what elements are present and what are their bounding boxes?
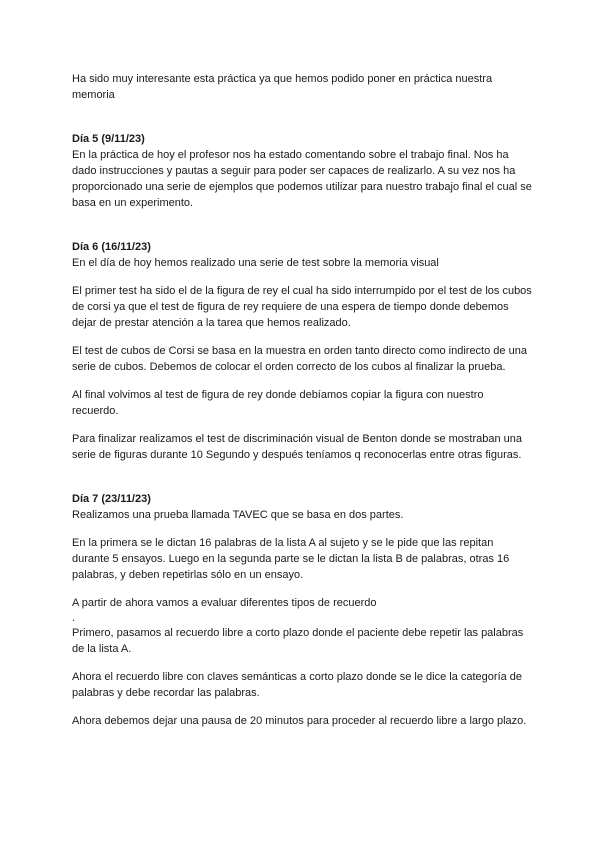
day6-paragraph-3: El test de cubos de Corsi se basa en la muestra en orden tanto directo como indirecto de una serie de cubos. Debemos de colocar el orden correcto de los cubos al finalizar la prueba. (72, 345, 527, 373)
spacer (72, 583, 532, 595)
spacer (72, 701, 532, 713)
day6-paragraph-5: Para finalizar realizamos el test de discriminación visual de Benton donde se mostraban una serie de figuras durante 10 Segundo y después teníamos q reconocerlas entre otras figuras. (72, 433, 523, 461)
spacer (72, 375, 532, 387)
spacer (72, 523, 532, 535)
day7-paragraph-3: A partir de ahora vamos a evaluar diferentes tipos de recuerdo (72, 597, 377, 609)
spacer (72, 271, 532, 283)
day6-heading: Día 6 (16/11/23) (72, 241, 151, 253)
spacer (72, 103, 532, 131)
day7-paragraph-1: Realizamos una prueba llamada TAVEC que se basa en dos partes. (72, 509, 404, 521)
day7-paragraph-4: Primero, pasamos al recuerdo libre a corto plazo donde el paciente debe repetir las palabras de la lista A. (72, 627, 524, 655)
document-body (72, 71, 532, 729)
day6-paragraph-4: Al final volvimos al test de figura de rey donde debíamos copiar la figura con nuestro recuerdo. (72, 389, 484, 417)
day5-paragraph: En la práctica de hoy el profesor nos ha estado comentando sobre el trabajo final. Nos ha dado instrucciones y pautas a seguir para poder ser capaces de realizarlo. A su vez nos ha proporcionado una serie de ejemplos que podemos utilizar para nuestro trabajo final el cual se basa en un experimento. (72, 149, 532, 209)
spacer (72, 211, 532, 239)
spacer (72, 657, 532, 669)
day7-dot-line: . (72, 612, 76, 624)
day7-paragraph-6: Ahora debemos dejar una pausa de 20 minutos para proceder al recuerdo libre a largo plazo. (72, 715, 527, 727)
spacer (72, 419, 532, 431)
day7-paragraph-2: En la primera se le dictan 16 palabras de la lista A al sujeto y se le pide que las repitan durante 5 ensayos. Luego en la segunda parte se le dictan la lista B de palabras, otras 16 palabras, y deben repetirlas sólo en un ensayo. (72, 537, 510, 581)
spacer (72, 463, 532, 491)
intro-paragraph: Ha sido muy interesante esta práctica ya que hemos podido poner en práctica nuestra memoria (72, 73, 493, 101)
spacer (72, 331, 532, 343)
day7-heading: Día 7 (23/11/23) (72, 493, 151, 505)
day7-paragraph-5: Ahora el recuerdo libre con claves semánticas a corto plazo donde se le dice la categoría de palabras y debe recordar las palabras. (72, 671, 523, 699)
day5-heading: Día 5 (9/11/23) (72, 133, 145, 145)
day6-paragraph-2: El primer test ha sido el de la figura de rey el cual ha sido interrumpido por el test de los cubos de corsi ya que el test de figura de rey requiere de una espera de tiempo donde debemos dejar de prestar atención a la tarea que hemos realizado. (72, 285, 532, 329)
day6-paragraph-1: En el día de hoy hemos realizado una serie de test sobre la memoria visual (72, 257, 439, 269)
